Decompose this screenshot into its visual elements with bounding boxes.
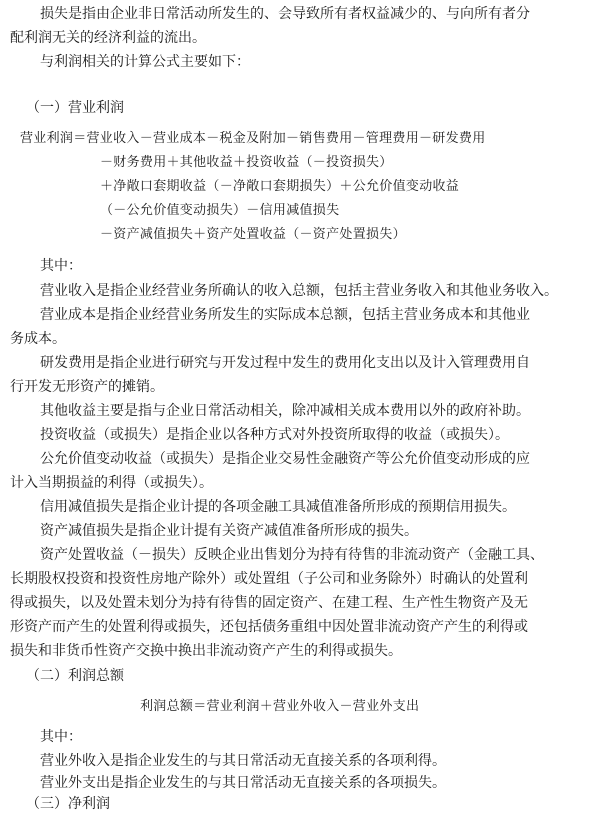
definition-line: 营业外支出是指企业发生的与其日常活动无直接关系的各项损失。 <box>40 775 446 791</box>
definition-line: 公允价值变动收益（或损失）是指企业交易性金融资产等公允价值变动形成的应 <box>40 451 530 467</box>
definition-line: 长期股权投资和投资性房地产除外）或处置组（子公司和业务除外）时确认的处置利 <box>10 571 528 587</box>
section-heading-total-profit: （二）利润总额 <box>26 668 124 684</box>
qizhong-label: 其中： <box>40 729 82 745</box>
definition-line: 计入当期损益的利得（或损失）。 <box>10 475 213 491</box>
definition-line: 得或损失，以及处置未划分为持有待售的固定资产、在建工程、生产性生物资产及无 <box>10 595 528 611</box>
intro-formula-lead: 与利润相关的计算公式主要如下： <box>40 54 250 70</box>
definition-line: 行开发无形资产的摊销。 <box>10 379 164 395</box>
definition-line: 形资产而产生的处置利得或损失，还包括债务重组中因处置非流动资产产生的利得或 <box>10 619 528 635</box>
formula-line: 营业利润＝营业收入－营业成本－税金及附加－销售费用－管理费用－研发费用 <box>20 131 486 146</box>
formula-line: 利润总额＝营业利润＋营业外收入－营业外支出 <box>140 699 420 714</box>
intro-paragraph-line: 配利润无关的经济利益的流出。 <box>10 30 206 46</box>
formula-line: ＋净敞口套期收益（－净敞口套期损失）＋公允价值变动收益 <box>100 179 460 194</box>
definition-line: 资产处置收益（－损失）反映企业出售划分为持有待售的非流动资产（金融工具、 <box>40 547 544 563</box>
definition-line: 营业成本是指企业经营业务所发生的实际成本总额，包括主营业务成本和其他业 <box>40 307 530 323</box>
definition-line: 务成本。 <box>10 331 66 347</box>
qizhong-label: 其中： <box>40 258 82 274</box>
section-heading-operating-profit: （一）营业利润 <box>26 100 124 116</box>
section-heading-net-profit: （三）净利润 <box>26 796 110 812</box>
definition-line: 资产减值损失是指企业计提有关资产减值准备所形成的损失。 <box>40 523 418 539</box>
definition-line: 营业收入是指企业经营业务所确认的收入总额，包括主营业务收入和其他业务收入。 <box>40 283 558 299</box>
definition-line: 信用减值损失是指企业计提的各项金融工具减值准备所形成的预期信用损失。 <box>40 499 516 515</box>
definition-line: 其他收益主要是指与企业日常活动相关，除冲减相关成本费用以外的政府补助。 <box>40 403 530 419</box>
definition-line: 营业外收入是指企业发生的与其日常活动无直接关系的各项利得。 <box>40 753 446 769</box>
definition-line: 损失和非货币性资产交换中换出非流动资产产生的利得或损失。 <box>10 643 402 659</box>
formula-line: －财务费用＋其他收益＋投资收益（－投资损失） <box>100 155 393 170</box>
formula-line: （－公允价值变动损失）－信用减值损失 <box>100 203 340 218</box>
intro-paragraph-line: 损失是指由企业非日常活动所发生的、会导致所有者权益减少的、与向所有者分 <box>40 6 530 22</box>
definition-line: 投资收益（或损失）是指企业以各种方式对外投资所取得的收益（或损失）。 <box>40 427 509 443</box>
definition-line: 研发费用是指企业进行研究与开发过程中发生的费用化支出以及计入管理费用自 <box>40 355 530 371</box>
formula-line: －资产减值损失＋资产处置收益（－资产处置损失） <box>100 227 406 242</box>
